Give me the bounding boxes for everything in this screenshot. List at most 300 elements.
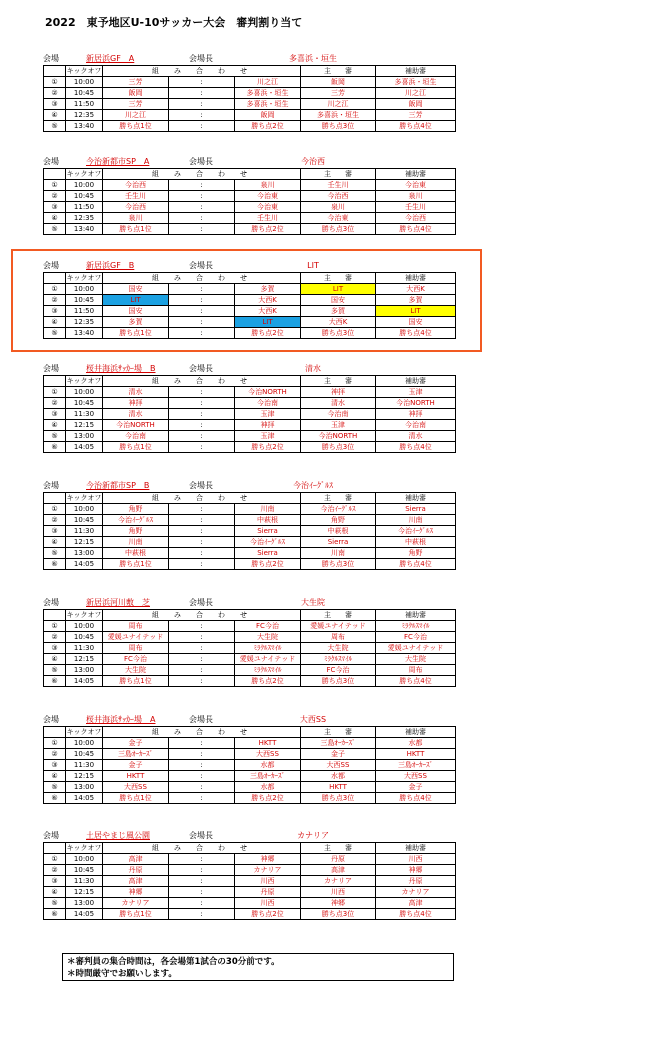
away-team: ﾐﾗｸﾙｽﾏｲﾙ: [235, 665, 301, 676]
match-number: ④: [44, 420, 66, 431]
referee: ﾐﾗｸﾙｽﾏｲﾙ: [301, 654, 376, 665]
vs-separator: :: [169, 760, 235, 771]
vs-separator: :: [169, 793, 235, 804]
header-blank: [44, 169, 66, 180]
referee: HKTT: [301, 782, 376, 793]
kickoff-time: 10:45: [66, 515, 103, 526]
vs-separator: :: [169, 643, 235, 654]
venue-chief: 清水: [305, 364, 321, 373]
header-assistant: 補助審: [376, 66, 456, 77]
home-team: 大生院: [103, 665, 169, 676]
match-row: [44, 180, 456, 191]
assistant-referee: 飯岡: [376, 99, 456, 110]
match-number: ⑤: [44, 898, 66, 909]
match-row: [44, 191, 456, 202]
match-number: ⑤: [44, 431, 66, 442]
header-matchup: 組 み 合 わ せ: [103, 727, 301, 738]
assistant-referee: 大西K: [376, 284, 456, 295]
home-team: LIT: [103, 295, 169, 306]
away-team: 川南: [235, 504, 301, 515]
schedule-table: [43, 726, 456, 804]
referee: 清水: [301, 398, 376, 409]
match-row: [44, 504, 456, 515]
venue-name: 新居浜河川敷 芝: [86, 598, 150, 607]
match-number: ②: [44, 515, 66, 526]
referee: カナリア: [301, 876, 376, 887]
venue-header: [43, 830, 456, 842]
away-team: HKTT: [235, 738, 301, 749]
match-number: ⑥: [44, 442, 66, 453]
match-number: ②: [44, 398, 66, 409]
referee: 三島ｵｰｶｰｽﾞ: [301, 738, 376, 749]
match-row: [44, 632, 456, 643]
vs-separator: :: [169, 409, 235, 420]
header-matchup: 組 み 合 わ せ: [103, 169, 301, 180]
venue-label: 会場: [43, 157, 59, 166]
match-number: ④: [44, 110, 66, 121]
vs-separator: :: [169, 306, 235, 317]
venue-chief: 多喜浜・垣生: [289, 54, 337, 63]
assistant-referee: 周布: [376, 665, 456, 676]
header-assistant: 補助審: [376, 169, 456, 180]
home-team: 三芳: [103, 99, 169, 110]
match-number: ⑤: [44, 328, 66, 339]
vs-separator: :: [169, 420, 235, 431]
venue-block: [43, 156, 456, 235]
home-team: 周布: [103, 621, 169, 632]
match-row: [44, 224, 456, 235]
header-kickoff: キックオフ: [66, 170, 102, 178]
match-row: [44, 387, 456, 398]
assistant-referee: 大生院: [376, 654, 456, 665]
assistant-referee: 勝ち点4位: [376, 559, 456, 570]
home-team: 勝ち点1位: [103, 909, 169, 920]
vs-separator: :: [169, 317, 235, 328]
kickoff-time: 13:00: [66, 431, 103, 442]
away-team: LIT: [235, 317, 301, 328]
match-row: [44, 88, 456, 99]
match-number: ⑥: [44, 793, 66, 804]
referee: 今治東: [301, 213, 376, 224]
away-team: ﾐﾗｸﾙｽﾏｲﾙ: [235, 643, 301, 654]
match-number: ①: [44, 504, 66, 515]
kickoff-time: 10:00: [66, 854, 103, 865]
header-referee: 主 審: [301, 273, 376, 284]
assistant-referee: 清水: [376, 431, 456, 442]
vs-separator: :: [169, 180, 235, 191]
match-row: [44, 431, 456, 442]
header-referee: 主 審: [301, 493, 376, 504]
match-number: ⑤: [44, 782, 66, 793]
match-number: ②: [44, 295, 66, 306]
match-number: ①: [44, 738, 66, 749]
kickoff-time: 11:30: [66, 876, 103, 887]
venue-label: 会場: [43, 54, 59, 63]
referee: 丹原: [301, 854, 376, 865]
assistant-referee: 今治東: [376, 180, 456, 191]
referee: 水都: [301, 771, 376, 782]
kickoff-time: 10:45: [66, 632, 103, 643]
match-row: [44, 420, 456, 431]
assistant-referee: 大西SS: [376, 771, 456, 782]
vs-separator: :: [169, 88, 235, 99]
away-team: 愛媛ユナイテッド: [235, 654, 301, 665]
referee: 勝ち点3位: [301, 909, 376, 920]
match-number: ④: [44, 213, 66, 224]
match-number: ⑥: [44, 676, 66, 687]
vs-separator: :: [169, 876, 235, 887]
match-row: [44, 887, 456, 898]
vs-separator: :: [169, 110, 235, 121]
assistant-referee: 神拝: [376, 409, 456, 420]
vs-separator: :: [169, 665, 235, 676]
away-team: 勝ち点2位: [235, 121, 301, 132]
assistant-referee: 川南: [376, 515, 456, 526]
match-row: [44, 665, 456, 676]
match-number: ②: [44, 632, 66, 643]
header-referee: 主 審: [301, 169, 376, 180]
home-team: 今治西: [103, 180, 169, 191]
vs-separator: :: [169, 621, 235, 632]
chief-label: 会場長: [189, 715, 213, 724]
away-team: 勝ち点2位: [235, 793, 301, 804]
match-row: [44, 749, 456, 760]
match-row: [44, 202, 456, 213]
referee: 勝ち点3位: [301, 328, 376, 339]
header-kickoff: キックオフ: [66, 274, 102, 282]
home-team: 角野: [103, 526, 169, 537]
home-team: 国安: [103, 306, 169, 317]
home-team: 神拝: [103, 398, 169, 409]
match-row: [44, 110, 456, 121]
chief-label: 会場長: [189, 481, 213, 490]
venue-label: 会場: [43, 598, 59, 607]
assistant-referee: FC今治: [376, 632, 456, 643]
match-number: ⑤: [44, 121, 66, 132]
home-team: 壬生川: [103, 191, 169, 202]
kickoff-time: 13:00: [66, 548, 103, 559]
header-referee: 主 審: [301, 727, 376, 738]
match-row: [44, 442, 456, 453]
kickoff-time: 10:45: [66, 88, 103, 99]
header-blank: [44, 493, 66, 504]
venue-block: [43, 830, 456, 920]
referee: 泉川: [301, 202, 376, 213]
table-header-row: [44, 66, 456, 77]
venue-header: [43, 156, 456, 168]
home-team: 勝ち点1位: [103, 442, 169, 453]
vs-separator: :: [169, 387, 235, 398]
schedule-table: [43, 65, 456, 132]
kickoff-time: 11:30: [66, 760, 103, 771]
header-matchup: 組 み 合 わ せ: [103, 610, 301, 621]
away-team: 大西K: [235, 295, 301, 306]
assistant-referee: HKTT: [376, 749, 456, 760]
match-number: ①: [44, 854, 66, 865]
referee: 勝ち点3位: [301, 559, 376, 570]
referee: 今治西: [301, 191, 376, 202]
home-team: 飯岡: [103, 88, 169, 99]
header-referee: 主 審: [301, 843, 376, 854]
kickoff-time: 10:00: [66, 180, 103, 191]
kickoff-time: 14:05: [66, 909, 103, 920]
venue-header: [43, 597, 456, 609]
away-team: 勝ち点2位: [235, 676, 301, 687]
referee: 飯岡: [301, 77, 376, 88]
schedule-table: [43, 609, 456, 687]
vs-separator: :: [169, 328, 235, 339]
away-team: 多喜浜・垣生: [235, 99, 301, 110]
away-team: 川西: [235, 876, 301, 887]
away-team: 玉津: [235, 409, 301, 420]
assistant-referee: カナリア: [376, 887, 456, 898]
referee: FC今治: [301, 665, 376, 676]
kickoff-time: 13:40: [66, 121, 103, 132]
match-number: ①: [44, 180, 66, 191]
referee: 川西: [301, 887, 376, 898]
away-team: 勝ち点2位: [235, 559, 301, 570]
match-number: ④: [44, 537, 66, 548]
referee: 神拝: [301, 387, 376, 398]
home-team: 金子: [103, 760, 169, 771]
away-team: 神郷: [235, 854, 301, 865]
chief-label: 会場長: [189, 157, 213, 166]
venue-name: 土居やまじ風公園: [86, 831, 150, 840]
header-kickoff: キックオフ: [66, 67, 102, 75]
kickoff-time: 10:00: [66, 738, 103, 749]
home-team: 清水: [103, 387, 169, 398]
assistant-referee: 勝ち点4位: [376, 224, 456, 235]
match-row: [44, 643, 456, 654]
home-team: 多賀: [103, 317, 169, 328]
venue-label: 会場: [43, 364, 59, 373]
match-number: ④: [44, 317, 66, 328]
match-row: [44, 409, 456, 420]
kickoff-time: 10:45: [66, 295, 103, 306]
assistant-referee: 勝ち点4位: [376, 121, 456, 132]
assistant-referee: 勝ち点4位: [376, 676, 456, 687]
away-team: 水都: [235, 760, 301, 771]
header-assistant: 補助審: [376, 273, 456, 284]
venue-name: 今治新都市SP A: [86, 157, 150, 166]
home-team: 国安: [103, 284, 169, 295]
match-number: ②: [44, 191, 66, 202]
match-number: ④: [44, 771, 66, 782]
home-team: 愛媛ユナイテッド: [103, 632, 169, 643]
referee: 周布: [301, 632, 376, 643]
match-row: [44, 121, 456, 132]
referee: 大生院: [301, 643, 376, 654]
venue-header: [43, 363, 456, 375]
home-team: HKTT: [103, 771, 169, 782]
referee: 大西K: [301, 317, 376, 328]
referee: 玉津: [301, 420, 376, 431]
assistant-referee: 川之江: [376, 88, 456, 99]
match-row: [44, 515, 456, 526]
venue-name: 今治新都市SP B: [86, 481, 150, 490]
venue-header: [43, 714, 456, 726]
referee: 川之江: [301, 99, 376, 110]
vs-separator: :: [169, 865, 235, 876]
match-row: [44, 782, 456, 793]
vs-separator: :: [169, 854, 235, 865]
away-team: 川西: [235, 898, 301, 909]
assistant-referee: 壬生川: [376, 202, 456, 213]
venue-label: 会場: [43, 831, 59, 840]
kickoff-time: 10:00: [66, 284, 103, 295]
match-number: ①: [44, 621, 66, 632]
kickoff-time: 10:45: [66, 191, 103, 202]
away-team: 飯岡: [235, 110, 301, 121]
match-number: ②: [44, 865, 66, 876]
match-number: ③: [44, 99, 66, 110]
venue-name: 桜井海浜ｻｯｶｰ場 A: [86, 715, 156, 724]
vs-separator: :: [169, 224, 235, 235]
highlight-frame: [11, 249, 482, 352]
match-row: [44, 760, 456, 771]
venue-name: 桜井海浜ｻｯｶｰ場 B: [86, 364, 156, 373]
match-number: ⑤: [44, 548, 66, 559]
vs-separator: :: [169, 99, 235, 110]
match-number: ④: [44, 887, 66, 898]
away-team: 大西K: [235, 306, 301, 317]
vs-separator: :: [169, 284, 235, 295]
home-team: 角野: [103, 504, 169, 515]
assistant-referee: 今治西: [376, 213, 456, 224]
vs-separator: :: [169, 515, 235, 526]
away-team: 中萩根: [235, 515, 301, 526]
match-row: [44, 398, 456, 409]
kickoff-time: 10:45: [66, 865, 103, 876]
referee: 今治NORTH: [301, 431, 376, 442]
away-team: 今治NORTH: [235, 387, 301, 398]
referee: LIT: [301, 284, 376, 295]
referee: 今治南: [301, 409, 376, 420]
home-team: 勝ち点1位: [103, 328, 169, 339]
header-blank: [44, 610, 66, 621]
vs-separator: :: [169, 431, 235, 442]
table-header-row: [44, 376, 456, 387]
venue-label: 会場: [43, 715, 59, 724]
referee: 多喜浜・垣生: [301, 110, 376, 121]
match-row: [44, 77, 456, 88]
referee: 神郷: [301, 898, 376, 909]
vs-separator: :: [169, 909, 235, 920]
chief-label: 会場長: [189, 364, 213, 373]
referee: 多賀: [301, 306, 376, 317]
vs-separator: :: [169, 191, 235, 202]
header-kickoff: キックオフ: [66, 494, 102, 502]
match-number: ⑥: [44, 909, 66, 920]
home-team: 中萩根: [103, 548, 169, 559]
kickoff-time: 13:40: [66, 224, 103, 235]
vs-separator: :: [169, 295, 235, 306]
home-team: 神郷: [103, 887, 169, 898]
home-team: 今治西: [103, 202, 169, 213]
referee: 勝ち点3位: [301, 442, 376, 453]
assistant-referee: 金子: [376, 782, 456, 793]
match-number: ①: [44, 387, 66, 398]
kickoff-time: 10:45: [66, 398, 103, 409]
kickoff-time: 12:15: [66, 771, 103, 782]
home-team: FC今治: [103, 654, 169, 665]
header-assistant: 補助審: [376, 376, 456, 387]
vs-separator: :: [169, 632, 235, 643]
match-row: [44, 213, 456, 224]
header-matchup: 組 み 合 わ せ: [103, 66, 301, 77]
assistant-referee: 中萩根: [376, 537, 456, 548]
assistant-referee: 多賀: [376, 295, 456, 306]
table-header-row: [44, 727, 456, 738]
assistant-referee: 今治ｲｰｸﾞﾙｽ: [376, 526, 456, 537]
header-blank: [44, 376, 66, 387]
header-kickoff: キックオフ: [66, 844, 102, 852]
away-team: 玉津: [235, 431, 301, 442]
match-row: [44, 898, 456, 909]
referee: 愛媛ユナイテッド: [301, 621, 376, 632]
referee: 中萩根: [301, 526, 376, 537]
match-row: [44, 738, 456, 749]
assistant-referee: 川西: [376, 854, 456, 865]
home-team: 三島ｵｰｶｰｽﾞ: [103, 749, 169, 760]
venue-header: [43, 480, 456, 492]
vs-separator: :: [169, 77, 235, 88]
kickoff-time: 11:50: [66, 306, 103, 317]
match-number: ③: [44, 202, 66, 213]
match-row: [44, 909, 456, 920]
vs-separator: :: [169, 771, 235, 782]
venue-chief: 今治ｲｰｸﾞﾙｽ: [293, 481, 333, 490]
match-number: ②: [44, 749, 66, 760]
vs-separator: :: [169, 526, 235, 537]
match-number: ①: [44, 284, 66, 295]
away-team: 今治東: [235, 202, 301, 213]
assistant-referee: 勝ち点4位: [376, 909, 456, 920]
referee: 勝ち点3位: [301, 676, 376, 687]
match-row: [44, 676, 456, 687]
kickoff-time: 11:30: [66, 643, 103, 654]
match-number: ②: [44, 88, 66, 99]
table-header-row: [44, 610, 456, 621]
home-team: 勝ち点1位: [103, 793, 169, 804]
kickoff-time: 10:00: [66, 504, 103, 515]
header-matchup: 組 み 合 わ せ: [103, 273, 301, 284]
match-number: ③: [44, 760, 66, 771]
kickoff-time: 12:15: [66, 887, 103, 898]
away-team: 大生院: [235, 632, 301, 643]
away-team: 多賀: [235, 284, 301, 295]
away-team: 勝ち点2位: [235, 909, 301, 920]
assistant-referee: 泉川: [376, 191, 456, 202]
match-row: [44, 526, 456, 537]
header-blank: [44, 66, 66, 77]
referee: Sierra: [301, 537, 376, 548]
home-team: 大西SS: [103, 782, 169, 793]
match-number: ⑥: [44, 559, 66, 570]
referee: 角野: [301, 515, 376, 526]
match-row: [44, 99, 456, 110]
referee: 勝ち点3位: [301, 224, 376, 235]
home-team: 勝ち点1位: [103, 559, 169, 570]
venue-name: 新居浜GF A: [86, 54, 135, 63]
away-team: 多喜浜・垣生: [235, 88, 301, 99]
home-team: 勝ち点1位: [103, 676, 169, 687]
home-team: 周布: [103, 643, 169, 654]
assistant-referee: 三島ｵｰｶｰｽﾞ: [376, 760, 456, 771]
assistant-referee: 国安: [376, 317, 456, 328]
venue-block: [43, 480, 456, 570]
vs-separator: :: [169, 898, 235, 909]
